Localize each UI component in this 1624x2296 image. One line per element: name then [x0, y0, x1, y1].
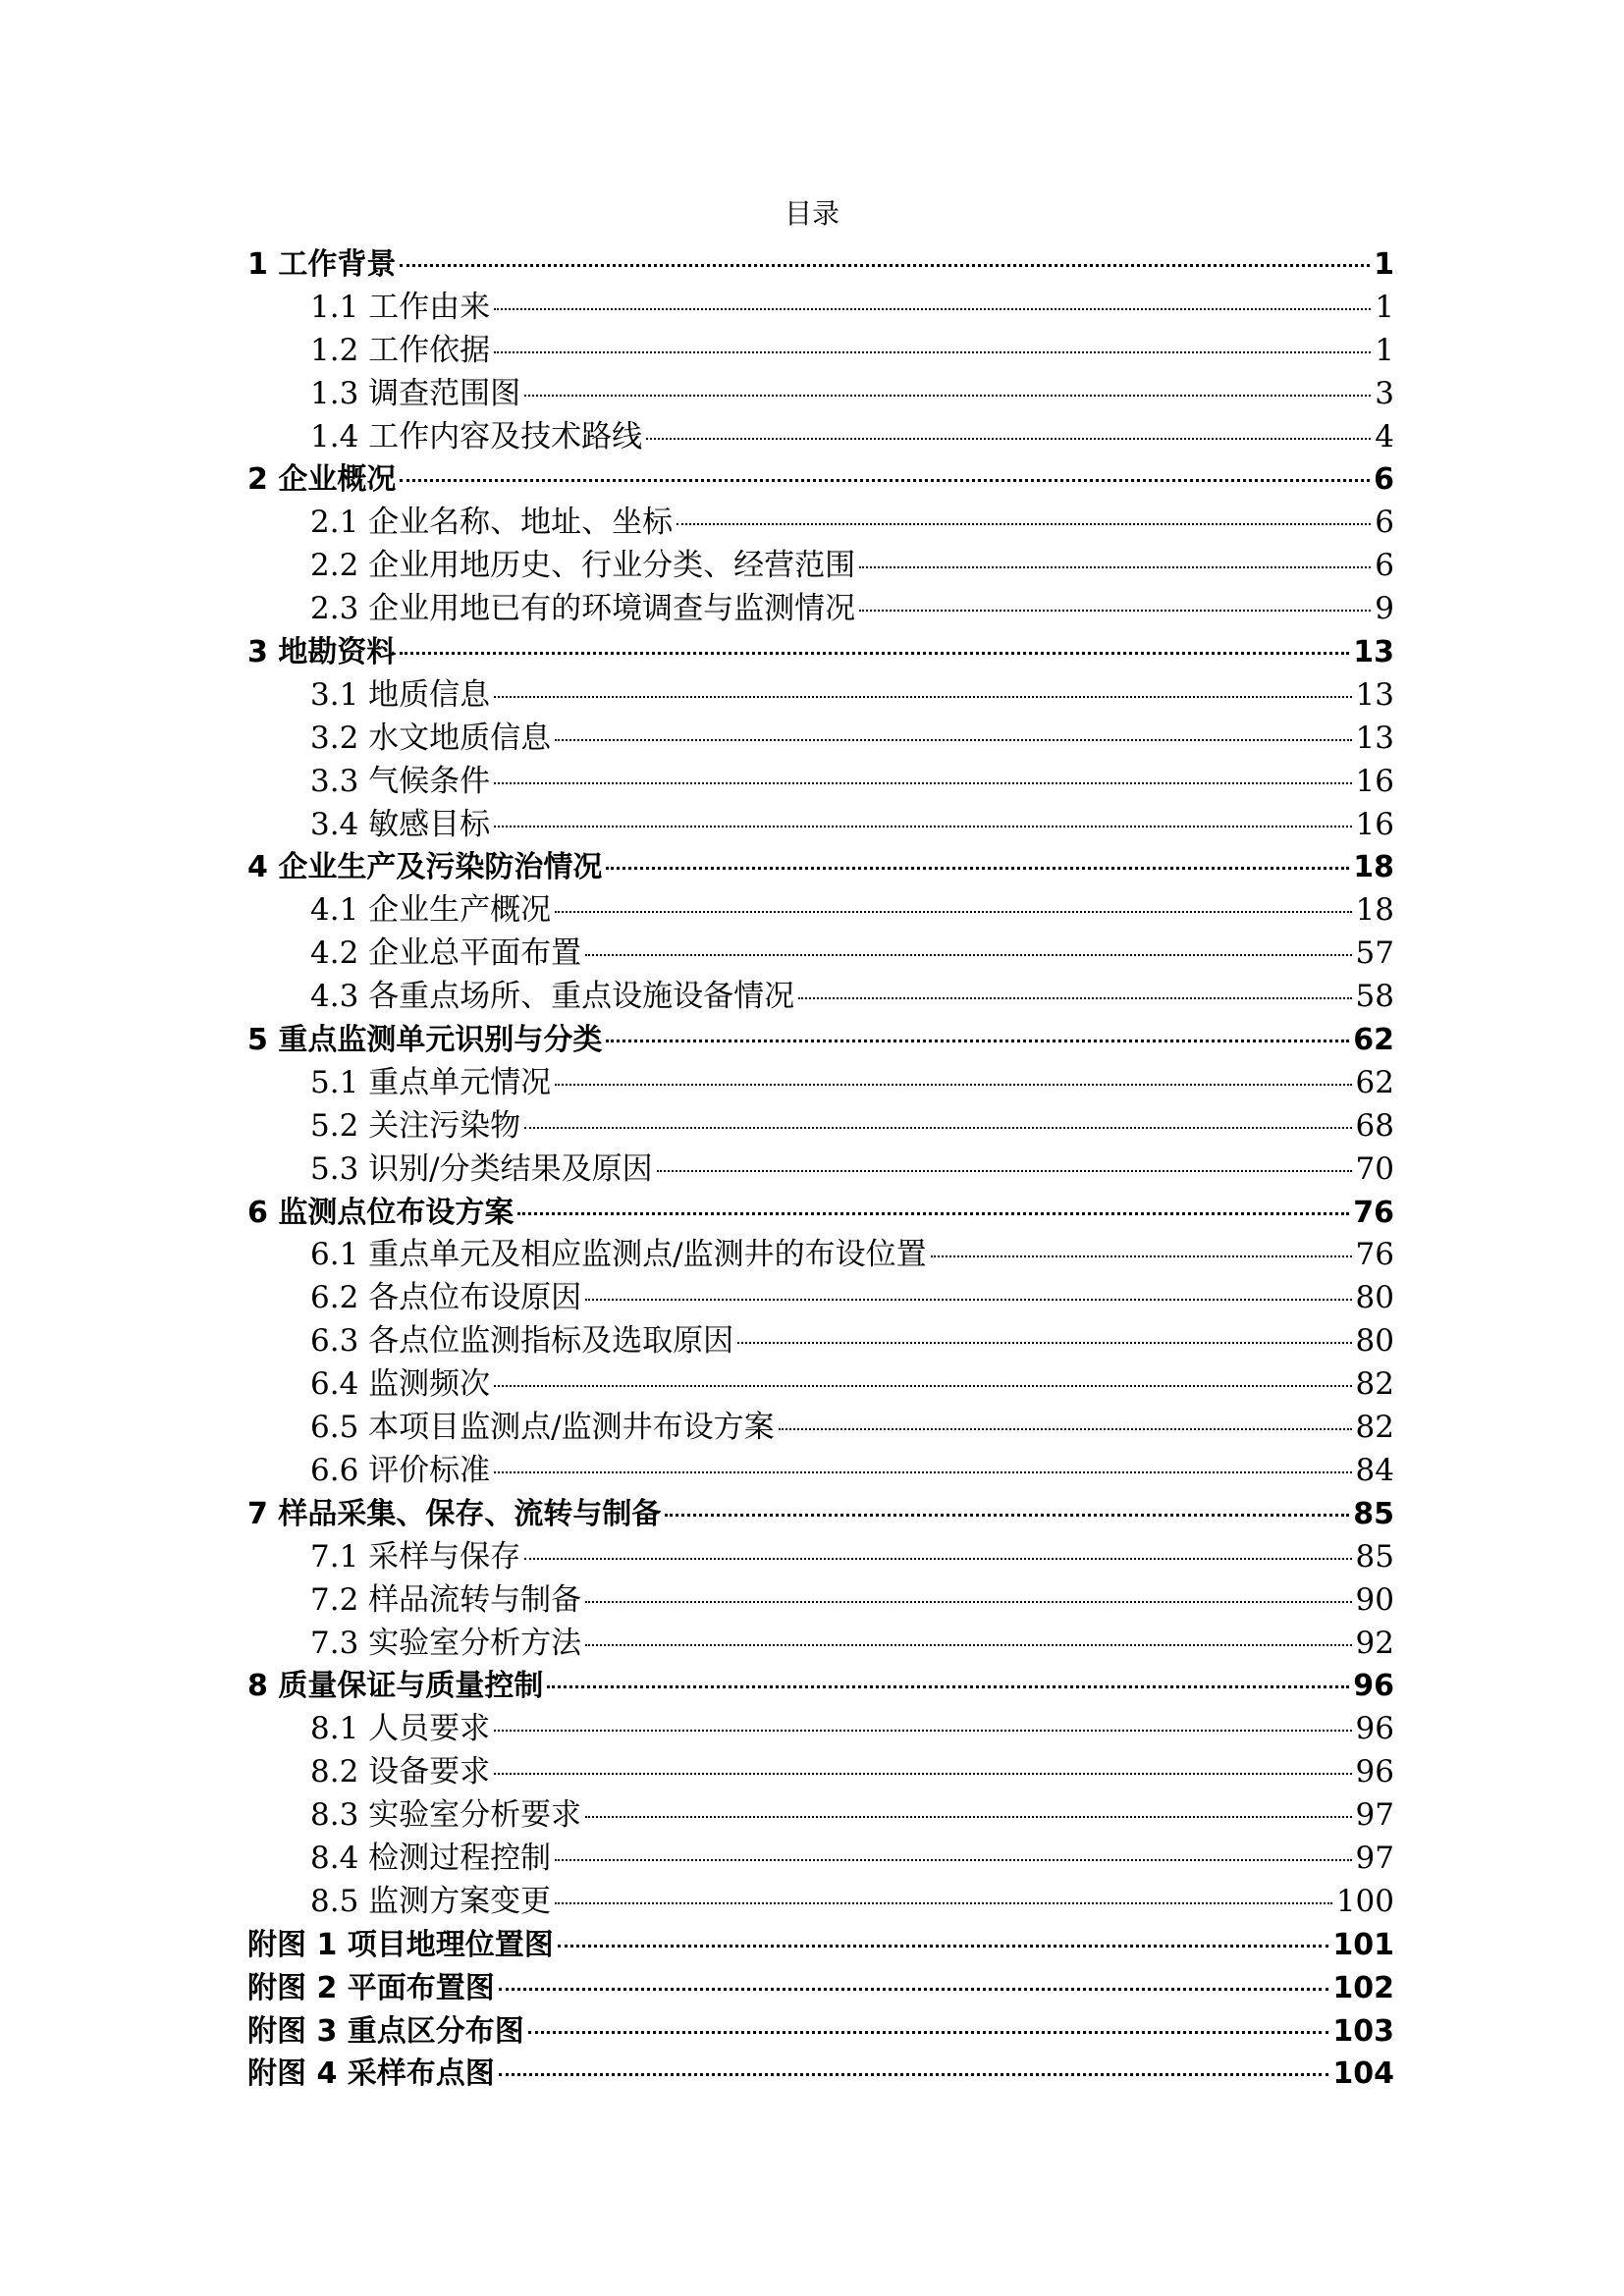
toc-page-number: 3 — [1375, 375, 1394, 411]
toc-entry-label: 1.2 工作依据 — [310, 332, 491, 368]
toc-entry-label: 5.2 关注污染物 — [310, 1107, 521, 1144]
toc-entry-label: 2.1 企业名称、地址、坐标 — [310, 505, 674, 541]
toc-entry-label: 8.2 设备要求 — [310, 1754, 491, 1790]
toc-chapter-entry[interactable] — [247, 846, 1394, 889]
toc-chapter-entry[interactable] — [247, 631, 1394, 674]
toc-chapter-entry[interactable] — [247, 458, 1394, 502]
toc-entry-label: 1.3 调查范围图 — [310, 375, 521, 411]
toc-dot-leader — [931, 1255, 1352, 1257]
toc-section-entry[interactable] — [247, 1708, 1394, 1751]
toc-page-number: 103 — [1332, 2013, 1394, 2049]
toc-entry-label: 5.3 识别/分类结果及原因 — [310, 1150, 653, 1187]
toc-chapter-entry[interactable] — [247, 1192, 1394, 1235]
toc-dot-leader — [524, 395, 1371, 397]
toc-dot-leader — [494, 308, 1371, 310]
toc-page-number: 58 — [1355, 979, 1394, 1015]
table-of-contents — [247, 243, 1394, 2096]
toc-entry-label: 6.6 评价标准 — [310, 1452, 491, 1488]
toc-dot-leader — [859, 566, 1371, 568]
toc-dot-leader — [494, 782, 1351, 784]
toc-page-number: 76 — [1355, 1237, 1394, 1273]
toc-page-number: 4 — [1375, 418, 1394, 454]
toc-page-number: 13 — [1355, 720, 1394, 756]
toc-page-number: 97 — [1355, 1840, 1394, 1876]
toc-dot-leader — [400, 264, 1370, 267]
toc-page-number: 97 — [1355, 1797, 1394, 1834]
toc-dot-leader — [798, 997, 1351, 999]
toc-entry-label: 7.1 采样与保存 — [310, 1538, 521, 1575]
toc-entry-label: 3.3 气候条件 — [310, 763, 491, 799]
toc-page-number: 1 — [1375, 289, 1394, 325]
toc-section-entry[interactable] — [247, 1450, 1394, 1493]
toc-entry-label: 2 企业概况 — [247, 462, 397, 498]
toc-page-number: 57 — [1355, 935, 1394, 972]
toc-dot-leader — [524, 1558, 1351, 1560]
toc-page-number: 13 — [1353, 635, 1394, 670]
toc-page-number: 84 — [1355, 1452, 1394, 1488]
toc-page-number: 6 — [1374, 462, 1394, 498]
toc-section-entry[interactable] — [247, 1277, 1394, 1320]
toc-entry-label: 6 监测点位布设方案 — [247, 1195, 514, 1230]
toc-page-number: 16 — [1355, 763, 1394, 799]
toc-dot-leader — [646, 438, 1371, 440]
toc-dot-leader — [555, 1084, 1351, 1086]
toc-page-number: 104 — [1332, 2056, 1394, 2092]
toc-dot-leader — [665, 1514, 1349, 1517]
toc-page-number: 6 — [1375, 548, 1394, 584]
toc-dot-leader — [585, 1299, 1351, 1301]
toc-entry-label: 4.3 各重点场所、重点设施设备情况 — [310, 979, 795, 1015]
toc-entry-label: 8.3 实验室分析要求 — [310, 1797, 582, 1834]
toc-chapter-entry[interactable] — [247, 243, 1394, 287]
toc-dot-leader — [547, 1685, 1349, 1688]
toc-section-entry[interactable] — [247, 1105, 1394, 1148]
toc-page-number: 100 — [1335, 1883, 1394, 1919]
toc-section-entry[interactable] — [247, 674, 1394, 718]
toc-section-entry[interactable] — [247, 502, 1394, 545]
toc-dot-leader — [494, 1730, 1351, 1732]
toc-dot-leader — [499, 1988, 1329, 1991]
toc-section-entry[interactable] — [247, 976, 1394, 1019]
toc-chapter-entry[interactable] — [247, 1493, 1394, 1536]
toc-chapter-entry[interactable] — [247, 2010, 1394, 2054]
toc-entry-label: 5.1 重点单元情况 — [310, 1064, 552, 1100]
toc-dot-leader — [555, 739, 1351, 741]
toc-dot-leader — [494, 826, 1351, 828]
toc-dot-leader — [494, 1385, 1351, 1387]
toc-page-number: 13 — [1355, 676, 1394, 713]
toc-dot-leader — [494, 1471, 1351, 1473]
toc-dot-leader — [499, 2073, 1329, 2076]
toc-page-number: 76 — [1353, 1195, 1394, 1230]
toc-entry-label: 3.2 水文地质信息 — [310, 720, 552, 756]
toc-title: 目录 — [784, 197, 839, 230]
toc-section-entry[interactable] — [247, 1320, 1394, 1363]
toc-dot-leader — [517, 1212, 1349, 1215]
toc-entry-label: 1.4 工作内容及技术路线 — [310, 418, 643, 454]
toc-section-entry[interactable] — [247, 373, 1394, 416]
toc-dot-leader — [606, 1040, 1349, 1042]
toc-section-entry[interactable] — [247, 416, 1394, 459]
toc-page-number: 1 — [1374, 247, 1394, 282]
toc-section-entry[interactable] — [247, 1363, 1394, 1407]
toc-page-number: 82 — [1355, 1410, 1394, 1446]
toc-entry-label: 2.2 企业用地历史、行业分类、经营范围 — [310, 548, 856, 584]
toc-page-number: 9 — [1375, 591, 1394, 627]
toc-entry-label: 3 地勘资料 — [247, 635, 397, 670]
toc-section-entry[interactable] — [247, 1751, 1394, 1794]
toc-section-entry[interactable] — [247, 1234, 1394, 1277]
toc-entry-label: 附图 4 采样布点图 — [247, 2056, 495, 2092]
toc-entry-label: 3.4 敏感目标 — [310, 806, 491, 842]
toc-entry-label: 3.1 地质信息 — [310, 676, 491, 713]
toc-dot-leader — [737, 1342, 1351, 1344]
toc-page-number: 101 — [1332, 1927, 1394, 1962]
toc-page-number: 85 — [1353, 1496, 1394, 1531]
toc-chapter-entry[interactable] — [247, 1924, 1394, 1967]
toc-page-number: 102 — [1332, 1970, 1394, 2005]
toc-entry-label: 7 样品采集、保存、流转与制备 — [247, 1496, 662, 1531]
toc-dot-leader — [555, 1859, 1351, 1861]
toc-section-entry[interactable] — [247, 1794, 1394, 1838]
toc-dot-leader — [558, 1945, 1329, 1948]
toc-entry-label: 4.1 企业生产概况 — [310, 892, 552, 929]
toc-dot-leader — [400, 652, 1349, 655]
toc-dot-leader — [779, 1428, 1352, 1430]
toc-entry-label: 8.1 人员要求 — [310, 1711, 491, 1747]
toc-entry-label: 4 企业生产及污染防治情况 — [247, 850, 603, 885]
toc-entry-label: 7.3 实验室分析方法 — [310, 1625, 582, 1661]
toc-entry-label: 5 重点监测单元识别与分类 — [247, 1023, 603, 1058]
toc-page-number: 85 — [1355, 1538, 1394, 1575]
toc-dot-leader — [555, 1902, 1332, 1904]
toc-page-number: 96 — [1355, 1711, 1394, 1747]
toc-dot-leader — [859, 610, 1371, 612]
toc-page-number: 1 — [1375, 332, 1394, 368]
toc-page-number: 62 — [1353, 1023, 1394, 1058]
toc-dot-leader — [585, 954, 1351, 956]
toc-page-number: 96 — [1355, 1754, 1394, 1790]
toc-page-number: 82 — [1355, 1366, 1394, 1403]
toc-page-number: 16 — [1355, 806, 1394, 842]
toc-entry-label: 6.4 监测频次 — [310, 1366, 491, 1403]
toc-dot-leader — [585, 1601, 1351, 1603]
toc-entry-label: 6.3 各点位监测指标及选取原因 — [310, 1323, 734, 1360]
toc-dot-leader — [400, 479, 1370, 482]
toc-section-entry[interactable] — [247, 1148, 1394, 1192]
toc-dot-leader — [585, 1644, 1351, 1646]
toc-dot-leader — [494, 351, 1371, 353]
toc-entry-label: 2.3 企业用地已有的环境调查与监测情况 — [310, 591, 856, 627]
toc-dot-leader — [494, 1773, 1351, 1775]
toc-entry-label: 1.1 工作由来 — [310, 289, 491, 325]
toc-entry-label: 8.4 检测过程控制 — [310, 1840, 552, 1876]
toc-entry-label: 附图 2 平面布置图 — [247, 1970, 495, 2005]
toc-dot-leader — [585, 1816, 1351, 1818]
toc-section-entry[interactable] — [247, 718, 1394, 761]
toc-section-entry[interactable] — [247, 804, 1394, 847]
toc-page-number: 62 — [1355, 1064, 1394, 1100]
toc-section-entry[interactable] — [247, 1838, 1394, 1881]
toc-entry-label: 附图 1 项目地理位置图 — [247, 1927, 554, 1962]
toc-chapter-entry[interactable] — [247, 1019, 1394, 1062]
toc-section-entry[interactable] — [247, 1623, 1394, 1666]
toc-dot-leader — [555, 911, 1351, 913]
toc-entry-label: 6.1 重点单元及相应监测点/监测井的布设位置 — [310, 1237, 927, 1273]
toc-section-entry[interactable] — [247, 588, 1394, 631]
toc-page-number: 92 — [1355, 1625, 1394, 1661]
toc-page-number: 90 — [1355, 1581, 1394, 1618]
toc-section-entry[interactable] — [247, 761, 1394, 804]
toc-section-entry[interactable] — [247, 1579, 1394, 1623]
toc-chapter-entry[interactable] — [247, 2053, 1394, 2096]
toc-dot-leader — [528, 2031, 1329, 2034]
toc-section-entry[interactable] — [247, 889, 1394, 933]
toc-entry-label: 6.2 各点位布设原因 — [310, 1280, 582, 1316]
toc-section-entry[interactable] — [247, 545, 1394, 588]
toc-section-entry[interactable] — [247, 1407, 1394, 1450]
toc-page-number: 96 — [1353, 1669, 1394, 1704]
toc-page-number: 18 — [1355, 892, 1394, 929]
toc-chapter-entry[interactable] — [247, 1665, 1394, 1708]
toc-section-entry[interactable] — [247, 933, 1394, 976]
toc-page-number: 6 — [1375, 505, 1394, 541]
toc-dot-leader — [657, 1170, 1352, 1172]
toc-dot-leader — [606, 867, 1349, 870]
toc-entry-label: 8.5 监测方案变更 — [310, 1883, 552, 1919]
toc-entry-label: 4.2 企业总平面布置 — [310, 935, 582, 972]
toc-dot-leader — [677, 523, 1371, 525]
toc-page-number: 80 — [1355, 1323, 1394, 1360]
toc-page-number: 68 — [1355, 1107, 1394, 1144]
toc-section-entry[interactable] — [247, 287, 1394, 330]
toc-page-number: 70 — [1355, 1150, 1394, 1187]
toc-page-number: 80 — [1355, 1280, 1394, 1316]
toc-entry-label: 附图 3 重点区分布图 — [247, 2013, 524, 2049]
toc-chapter-entry[interactable] — [247, 1967, 1394, 2010]
toc-dot-leader — [524, 1127, 1351, 1129]
toc-dot-leader — [494, 696, 1351, 698]
toc-section-entry[interactable] — [247, 1881, 1394, 1924]
toc-page-number: 18 — [1353, 850, 1394, 885]
toc-entry-label: 6.5 本项目监测点/监测井布设方案 — [310, 1410, 775, 1446]
toc-section-entry[interactable] — [247, 1536, 1394, 1579]
toc-section-entry[interactable] — [247, 1062, 1394, 1105]
toc-entry-label: 7.2 样品流转与制备 — [310, 1581, 582, 1618]
toc-section-entry[interactable] — [247, 330, 1394, 373]
toc-entry-label: 1 工作背景 — [247, 247, 397, 282]
toc-entry-label: 8 质量保证与质量控制 — [247, 1669, 544, 1704]
